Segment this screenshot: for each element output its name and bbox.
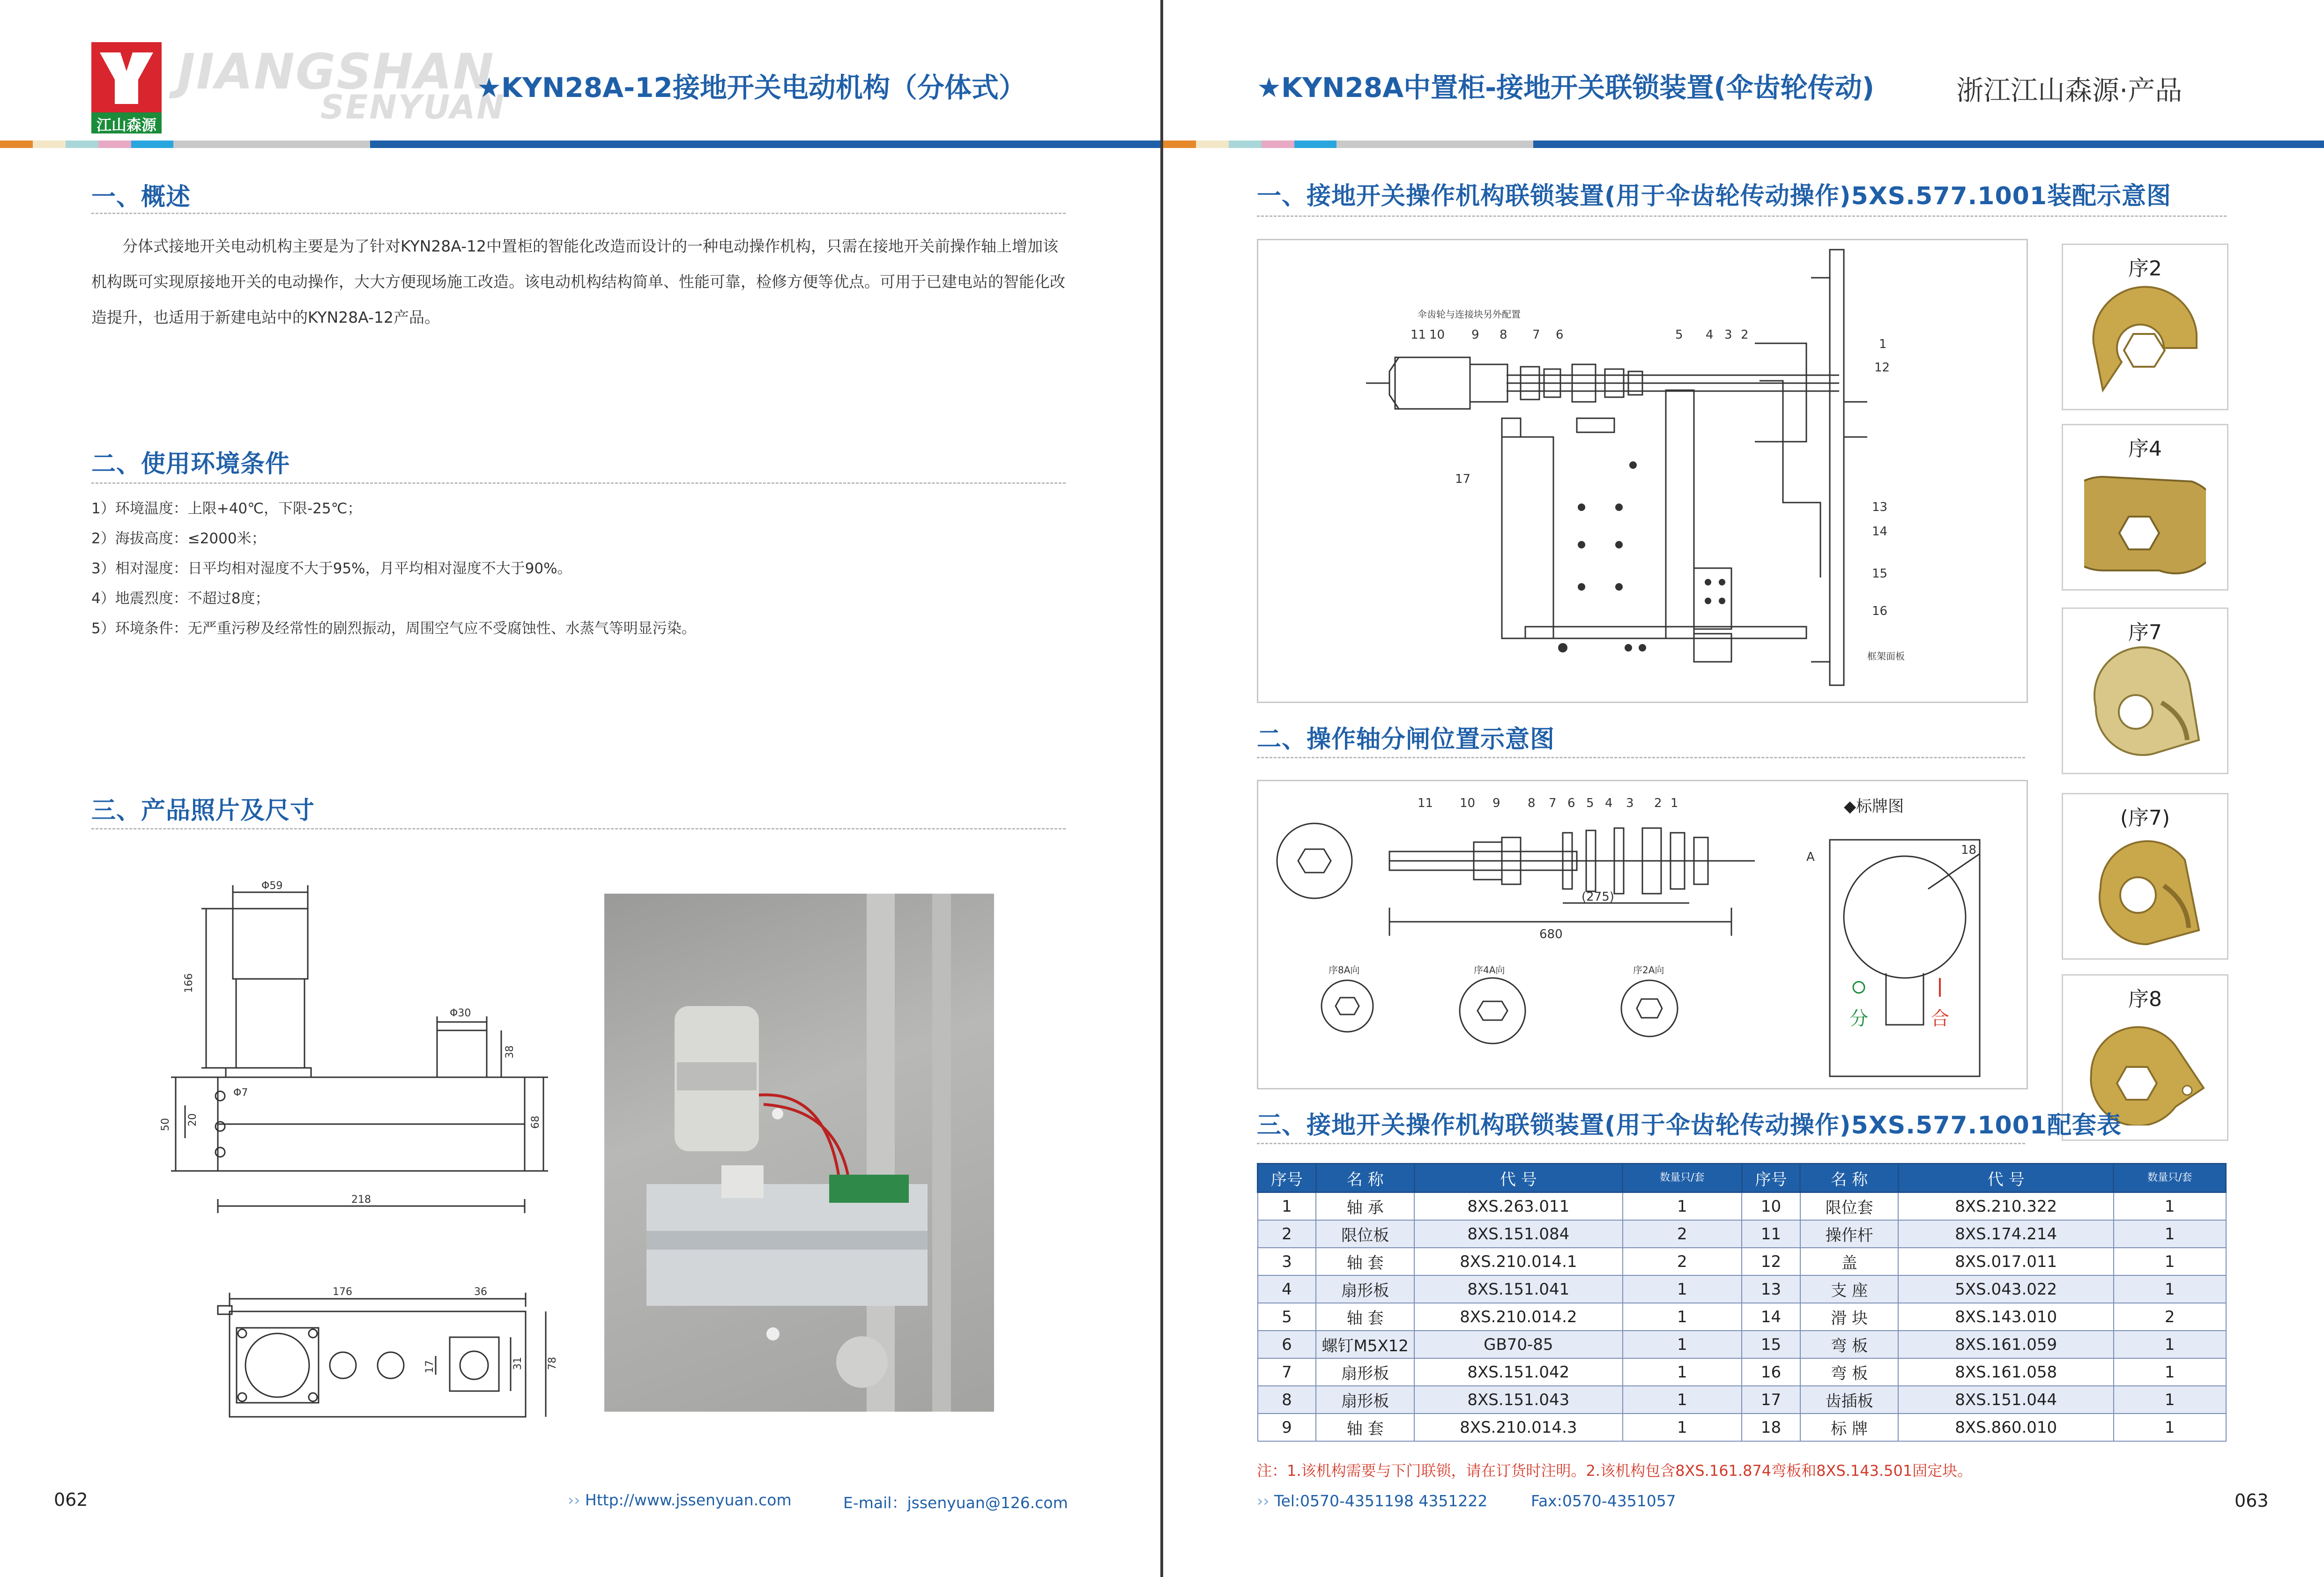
- callout-17: 17: [1455, 472, 1471, 486]
- shaft-callout-8: 8: [1528, 796, 1536, 810]
- table-cell: 标 牌: [1800, 1414, 1899, 1441]
- table-cell: 8XS.263.011: [1414, 1192, 1623, 1221]
- table-cell: 1: [2114, 1220, 2226, 1248]
- table-cell: 弯 板: [1800, 1358, 1899, 1386]
- dim-31: 31: [512, 1357, 524, 1370]
- table-cell: 8XS.210.322: [1898, 1192, 2113, 1221]
- table-cell: 1: [2114, 1275, 2226, 1303]
- table-cell: 齿插板: [1800, 1386, 1899, 1414]
- website-link[interactable]: Http://www.jssenyuan.com: [585, 1491, 792, 1509]
- callout-7: 7: [1532, 328, 1540, 342]
- table-cell: 8XS.151.041: [1414, 1275, 1623, 1303]
- table-cell: 1: [2114, 1192, 2226, 1221]
- right-page: [1163, 0, 2324, 1577]
- shaft-callout-5: 5: [1586, 796, 1594, 810]
- section-title-photos: 三、产品照片及尺寸: [91, 797, 315, 825]
- shaft-drawing: [1257, 780, 2028, 1089]
- nameplate-callout-18: 18: [1961, 843, 1977, 857]
- table-cell: 轴 套: [1316, 1303, 1414, 1331]
- table-cell: 1: [2114, 1331, 2226, 1358]
- part-photo-7: [2062, 607, 2228, 774]
- right-header-title: ★KYN28A中置柜-接地开关联锁装置(伞齿轮传动): [1257, 72, 1875, 104]
- part-photo-7-alt: [2062, 793, 2228, 960]
- shaft-callout-10: 10: [1460, 796, 1476, 810]
- col-header: 代 号: [1414, 1164, 1623, 1192]
- callout-9: 9: [1471, 328, 1479, 342]
- color-seg-pink: [1262, 141, 1294, 148]
- table-cell: 8XS.161.059: [1898, 1331, 2113, 1358]
- table-cell: 4: [1258, 1275, 1316, 1303]
- table-row: [1258, 1414, 2226, 1441]
- callout-13: 13: [1872, 500, 1888, 514]
- footer-arrow-icon: ››: [1257, 1492, 1274, 1510]
- dimension-drawing: [141, 876, 586, 1429]
- table-cell: 2: [1258, 1220, 1316, 1248]
- section-rule: [91, 828, 1066, 829]
- table-cell: 1: [2114, 1358, 2226, 1386]
- right-footer-tel: [1257, 1492, 1487, 1510]
- dim-phi30: Φ30: [450, 1007, 471, 1019]
- right-page-number: 063: [2235, 1490, 2269, 1511]
- drawing2-callouts: [1418, 796, 1678, 810]
- callout-15: 15: [1872, 567, 1888, 581]
- parts-table-body: [1258, 1192, 2226, 1442]
- environment-item: 4）地震烈度：不超过8度；: [91, 590, 270, 607]
- table-cell: 8XS.210.014.3: [1414, 1414, 1623, 1441]
- section-rule: [91, 482, 1066, 484]
- dim-275: (275): [1582, 890, 1614, 904]
- color-seg-orange: [1163, 141, 1196, 148]
- dim-218: 218: [351, 1194, 371, 1206]
- table-cell: 1: [2114, 1248, 2226, 1275]
- left-header-title: ★KYN28A-12接地开关电动机构（分体式）: [477, 72, 1026, 104]
- table-cell: 1: [1623, 1303, 1742, 1331]
- view-label-2a: 序2A向: [1633, 964, 1664, 976]
- table-cell: 12: [1742, 1248, 1800, 1275]
- table-cell: 8XS.151.042: [1414, 1358, 1623, 1386]
- table-cell: 限位套: [1800, 1192, 1899, 1221]
- company-logo: [91, 42, 162, 133]
- table-header-row: [1258, 1164, 2226, 1192]
- table-cell: 轴 承: [1316, 1192, 1414, 1221]
- table-cell: 2: [1623, 1248, 1742, 1275]
- cam-part-icon: [2082, 832, 2208, 949]
- table-row: [1258, 1275, 2226, 1303]
- section-title-environment: 二、使用环境条件: [91, 450, 290, 478]
- drawing1-callouts: [1411, 328, 1890, 618]
- color-seg-grey: [1336, 141, 1533, 148]
- color-seg-teal: [1229, 141, 1262, 148]
- table-cell: 2: [1623, 1220, 1742, 1248]
- table-cell: 7: [1258, 1358, 1316, 1386]
- table-row: [1258, 1358, 2226, 1386]
- drawing-note-gear: 伞齿轮与连接块另外配置: [1418, 309, 1521, 320]
- callout-4: 4: [1706, 328, 1714, 342]
- left-page: [0, 0, 1160, 1577]
- table-cell: 8XS.210.014.2: [1414, 1303, 1623, 1331]
- cam-part-icon: [2082, 646, 2208, 763]
- table-cell: 支 座: [1800, 1275, 1899, 1303]
- color-seg-teal: [66, 141, 98, 148]
- table-cell: 1: [1623, 1331, 1742, 1358]
- col-header: 数量只/套: [2114, 1164, 2226, 1192]
- color-seg-cyan: [1294, 141, 1336, 148]
- shaft-callout-4: 4: [1605, 796, 1613, 810]
- environment-item: 2）海拔高度：≤2000米；: [91, 530, 266, 547]
- telephone: Tel:0570-4351198 4351222: [1274, 1492, 1488, 1510]
- col-header: 序号: [1258, 1164, 1316, 1192]
- table-cell: 8XS.143.010: [1898, 1303, 2113, 1331]
- parts-table: [1257, 1163, 2227, 1442]
- part-photo-4: [2062, 424, 2228, 591]
- table-cell: 1: [2114, 1386, 2226, 1414]
- shaft-callout-1: 1: [1671, 796, 1678, 810]
- color-seg-cyan: [131, 141, 173, 148]
- shaft-callout-7: 7: [1549, 796, 1557, 810]
- table-cell: 1: [2114, 1414, 2226, 1441]
- callout-6: 6: [1556, 328, 1564, 342]
- callout-11: 11: [1411, 328, 1426, 342]
- left-footer-url[interactable]: [568, 1491, 792, 1509]
- table-cell: 8XS.017.011: [1898, 1248, 2113, 1275]
- shaft-callout-2: 2: [1654, 796, 1662, 810]
- assembly-drawing-svg: [1258, 240, 2027, 702]
- table-cell: 8XS.151.044: [1898, 1386, 2113, 1414]
- col-header: 数量只/套: [1623, 1164, 1742, 1192]
- table-cell: 11: [1742, 1220, 1800, 1248]
- dim-phi7: Φ7: [233, 1087, 248, 1099]
- open-label: 分: [1849, 1008, 1868, 1029]
- table-cell: 8XS.174.214: [1898, 1220, 2113, 1248]
- part-photo-2: [2062, 244, 2228, 410]
- table-cell: 1: [1258, 1192, 1316, 1221]
- section-title-parts-table: 三、接地开关操作机构联锁装置(用于伞齿轮传动操作)5XS.577.1001配套表: [1257, 1111, 2122, 1140]
- close-label: 合: [1930, 1008, 1949, 1029]
- dim-68: 68: [530, 1116, 542, 1129]
- table-row: [1258, 1303, 2226, 1331]
- open-indicator-icon: [1853, 982, 1864, 993]
- table-cell: 16: [1742, 1358, 1800, 1386]
- brand-line: 浙江江山森源·产品: [1956, 74, 2183, 106]
- dim-176: 176: [333, 1286, 352, 1298]
- section-title-shaft: 二、操作轴分闸位置示意图: [1257, 726, 1555, 754]
- part-label: 序2: [2128, 257, 2162, 281]
- color-seg-grey: [173, 141, 370, 148]
- callout-2: 2: [1741, 328, 1749, 342]
- table-cell: 6: [1258, 1331, 1316, 1358]
- table-cell: 扇形板: [1316, 1386, 1414, 1414]
- dim-166: 166: [183, 973, 195, 993]
- section-rule: [1257, 215, 2227, 217]
- order-note: 注：1.该机构需要与下门联锁，请在订货时注明。2.该机构包含8XS.161.874弯板和8XS.143.501固定块。: [1257, 1462, 1973, 1480]
- section-rule: [1257, 1143, 2025, 1144]
- callout-3: 3: [1724, 328, 1732, 342]
- environment-item: 3）相对湿度：日平均相对湿度不大于95%，月平均相对湿度不大于90%。: [91, 560, 572, 577]
- table-cell: 17: [1742, 1386, 1800, 1414]
- table-row: [1258, 1220, 2226, 1248]
- table-cell: 1: [1623, 1192, 1742, 1221]
- dim-78: 78: [547, 1357, 558, 1370]
- left-page-number: 062: [54, 1489, 88, 1510]
- part-label: 序4: [2128, 437, 2162, 461]
- callout-5: 5: [1675, 328, 1683, 342]
- table-cell: 2: [2114, 1303, 2226, 1331]
- table-cell: 8XS.161.058: [1898, 1358, 2113, 1386]
- color-seg-pink: [98, 141, 131, 148]
- product-photo: [604, 894, 994, 1412]
- callout-8: 8: [1500, 328, 1507, 342]
- assembly-drawing: [1257, 239, 2028, 703]
- logo-en-top: JIANGSHAN: [177, 43, 495, 100]
- table-cell: 8XS.860.010: [1898, 1414, 2113, 1441]
- arrow-a-label: A: [1806, 850, 1815, 864]
- table-cell: 8XS.151.043: [1414, 1386, 1623, 1414]
- section-title-assembly: 一、接地开关操作机构联锁装置(用于伞齿轮传动操作)5XS.577.1001装配示意图: [1257, 182, 2172, 210]
- color-seg-cream: [1196, 141, 1229, 148]
- logo-cn-text: 江山森源: [96, 116, 156, 134]
- table-cell: 弯 板: [1800, 1331, 1899, 1358]
- table-cell: 操作杆: [1800, 1220, 1899, 1248]
- color-seg-orange: [0, 141, 33, 148]
- footer-arrow-icon: ››: [568, 1491, 585, 1509]
- callout-14: 14: [1872, 525, 1888, 539]
- dim-phi59: Φ59: [261, 880, 283, 892]
- table-cell: 18: [1742, 1414, 1800, 1441]
- dim-680: 680: [1539, 927, 1563, 941]
- shaft-callout-6: 6: [1567, 796, 1575, 810]
- drawing-note-frame: 框架面板: [1867, 651, 1905, 662]
- table-cell: 8XS.151.084: [1414, 1220, 1623, 1248]
- view-label-8a: 序8A向: [1329, 964, 1360, 976]
- table-cell: 10: [1742, 1192, 1800, 1221]
- table-cell: 8XS.210.014.1: [1414, 1248, 1623, 1275]
- overview-paragraph: 分体式接地开关电动机构主要是为了针对KYN28A-12中置柜的智能化改造而设计的一种电动操作机构，只需在接地开关前操作轴上增加该机构既可实现原接地开关的电动操作，大大方便现场施工改造。该电动机构结构简单、性能可靠，检修方便等优点。可用于已建电站的智能化改造提升，也适用于新建电站中的KYN28A-12产品。: [91, 237, 1065, 326]
- dim-50: 50: [160, 1118, 171, 1131]
- table-cell: 扇形板: [1316, 1275, 1414, 1303]
- section-rule: [1257, 757, 2025, 758]
- shaft-callout-9: 9: [1492, 796, 1500, 810]
- left-footer-email[interactable]: E-mail：jssenyuan@126.com: [843, 1494, 1068, 1512]
- part-label: 序8: [2128, 987, 2162, 1011]
- view-label-4a: 序4A向: [1474, 964, 1505, 976]
- table-row: [1258, 1192, 2226, 1221]
- table-cell: 3: [1258, 1248, 1316, 1275]
- callout-16: 16: [1872, 604, 1888, 618]
- table-cell: 5: [1258, 1303, 1316, 1331]
- logo-en-bottom: SENYUAN: [320, 88, 505, 126]
- shaft-callout-11: 11: [1418, 796, 1433, 810]
- table-cell: 1: [1623, 1358, 1742, 1386]
- table-cell: 轴 套: [1316, 1248, 1414, 1275]
- mechanism-photo-illustration: [604, 894, 994, 1412]
- col-header: 序号: [1742, 1164, 1800, 1192]
- dim-36: 36: [474, 1286, 487, 1298]
- environment-list: [91, 494, 696, 644]
- nameplate-legend-title: ◆标牌图: [1844, 797, 1904, 816]
- table-cell: 1: [1623, 1275, 1742, 1303]
- table-cell: 8: [1258, 1386, 1316, 1414]
- shaft-drawing-svg: [1258, 781, 2027, 1088]
- table-cell: 扇形板: [1316, 1358, 1414, 1386]
- table-cell: 15: [1742, 1331, 1800, 1358]
- part-label: (序7): [2120, 806, 2170, 830]
- table-cell: 1: [1623, 1414, 1742, 1441]
- col-header: 名 称: [1800, 1164, 1899, 1192]
- section-rule: [91, 213, 1066, 214]
- dim-20: 20: [187, 1113, 199, 1126]
- col-header: 代 号: [1898, 1164, 2113, 1192]
- table-row: [1258, 1386, 2226, 1414]
- table-cell: GB70-85: [1414, 1331, 1623, 1358]
- table-cell: 滑 块: [1800, 1303, 1899, 1331]
- table-row: [1258, 1331, 2226, 1358]
- col-header: 名 称: [1316, 1164, 1414, 1192]
- table-cell: 盖: [1800, 1248, 1899, 1275]
- table-cell: 9: [1258, 1414, 1316, 1441]
- callout-1: 1: [1879, 337, 1887, 351]
- shaft-callout-3: 3: [1626, 796, 1634, 810]
- right-footer-fax: Fax:0570-4351057: [1531, 1492, 1676, 1510]
- table-row: [1258, 1248, 2226, 1275]
- dim-38: 38: [504, 1045, 516, 1059]
- environment-item: 5）环境条件：无严重污秽及经常性的剧烈振动，周围空气应不受腐蚀性、水蒸气等明显污染。: [91, 620, 696, 637]
- cam-part-icon: [2084, 282, 2206, 395]
- part-label: 序7: [2128, 621, 2162, 644]
- dim-17: 17: [424, 1360, 436, 1373]
- table-cell: 5XS.043.022: [1898, 1275, 2113, 1303]
- table-cell: 限位板: [1316, 1220, 1414, 1248]
- table-cell: 轴 套: [1316, 1414, 1414, 1441]
- section-title-overview: 一、概述: [91, 183, 191, 211]
- environment-item: 1）环境温度：上限+40℃，下限-25℃；: [91, 500, 362, 517]
- cam-part-icon: [2084, 463, 2206, 580]
- table-cell: 螺钉M5X12: [1316, 1331, 1414, 1358]
- color-seg-cream: [33, 141, 66, 148]
- table-cell: 13: [1742, 1275, 1800, 1303]
- callout-10: 10: [1429, 328, 1445, 342]
- callout-12: 12: [1874, 361, 1890, 375]
- table-cell: 14: [1742, 1303, 1800, 1331]
- table-cell: 1: [1623, 1386, 1742, 1414]
